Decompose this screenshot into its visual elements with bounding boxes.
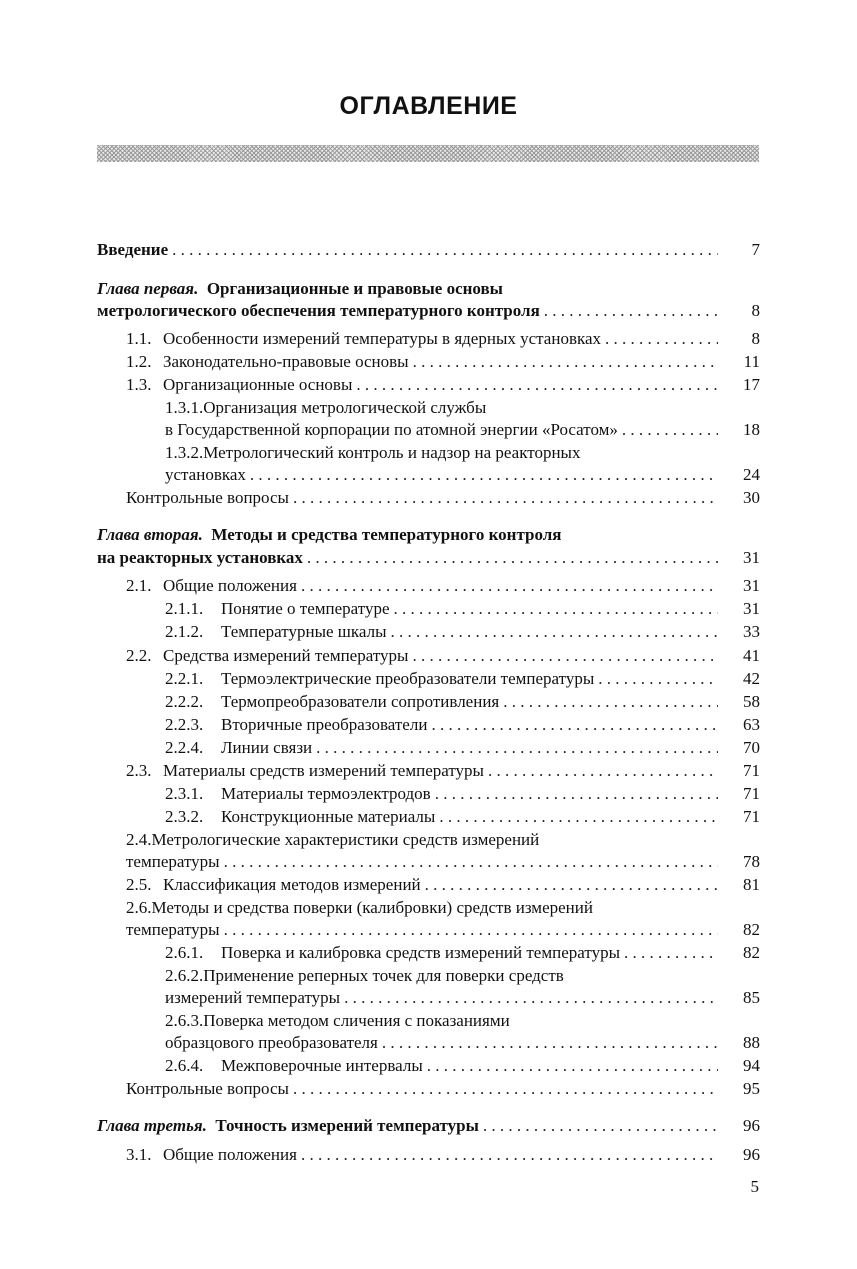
page-number: 5 xyxy=(750,1177,759,1196)
section-title-line2: измерений температуры xyxy=(165,988,341,1007)
section-title: Контрольные вопросы xyxy=(126,1079,289,1098)
leader-dots xyxy=(413,352,718,372)
toc-entry-2-6-3-line1[interactable] xyxy=(165,1011,510,1031)
section-number: 2.2.1. xyxy=(165,669,204,688)
leader-dots xyxy=(394,599,719,619)
toc-entry-chapter-1[interactable] xyxy=(97,299,760,321)
toc-entry-questions-1[interactable] xyxy=(126,486,760,508)
section-title: Общие положения xyxy=(163,576,297,595)
toc-page-number: 8 xyxy=(751,329,760,348)
section-title-line2: температуры xyxy=(126,920,220,939)
leader-dots xyxy=(425,875,718,895)
toc-page-number: 8 xyxy=(751,301,760,320)
section-number: 1.1. xyxy=(126,329,152,348)
toc-entry-2-1-2[interactable] xyxy=(165,620,760,642)
toc-page-number: 94 xyxy=(743,1056,760,1075)
leader-dots xyxy=(356,375,718,395)
toc-entry-2-6-line1[interactable] xyxy=(126,898,593,918)
chapter-title-line1: Организационные и правовые основы xyxy=(206,279,503,298)
section-title: Контрольные вопросы xyxy=(126,488,289,507)
leader-dots xyxy=(544,301,718,321)
section-title: Вторичные преобразователи xyxy=(221,715,428,734)
toc-entry-2-1[interactable] xyxy=(126,574,760,596)
leader-dots xyxy=(307,548,718,568)
section-number: 2.2.4. xyxy=(165,738,204,757)
leader-dots xyxy=(427,1056,718,1076)
chapter-title-line1: Методы и средства температурного контроля xyxy=(211,525,562,544)
toc-entry-2-6-2[interactable] xyxy=(165,986,760,1008)
toc-page-number: 71 xyxy=(743,784,760,803)
toc-entry-2-6-3[interactable] xyxy=(165,1031,760,1053)
toc-entry-2-6-1[interactable] xyxy=(165,941,760,963)
leader-dots xyxy=(605,329,718,349)
leader-dots xyxy=(172,240,718,260)
section-number: 1.3.2. xyxy=(165,443,204,462)
leader-dots xyxy=(293,1079,718,1099)
toc-entry-2-4-line1[interactable] xyxy=(126,830,539,850)
section-title: Организационные основы xyxy=(163,375,353,394)
section-number: 2.3. xyxy=(126,761,152,780)
section-title: Законодательно-правовые основы xyxy=(163,352,409,371)
chapter-title-line2: на реакторных установках xyxy=(97,548,303,567)
toc-page-number: 7 xyxy=(751,240,760,259)
section-number: 1.3.1. xyxy=(165,398,204,417)
toc-page-number: 31 xyxy=(743,599,760,618)
page-title: ОГЛАВЛЕНИЕ xyxy=(339,92,518,120)
section-title-line2: температуры xyxy=(126,852,220,871)
toc-page-number: 24 xyxy=(743,465,760,484)
section-number: 1.3. xyxy=(126,375,152,394)
leader-dots xyxy=(293,488,718,508)
chapter-1-heading-line1[interactable]: Глава первая. Организационные и правовые основы xyxy=(97,279,503,298)
toc-entry-2-6-4[interactable] xyxy=(165,1054,760,1076)
toc-entry-2-6-2-line1[interactable] xyxy=(165,966,564,986)
section-number: 2.6.2. xyxy=(165,966,204,985)
section-number: 2.5. xyxy=(126,875,152,894)
section-title-line1: Методы и средства поверки (калибровки) средств измерений xyxy=(151,898,593,917)
toc-entry-1-3-2[interactable] xyxy=(165,463,760,485)
leader-dots xyxy=(503,692,718,712)
section-title: Межповерочные интервалы xyxy=(221,1056,423,1075)
toc-page-number: 95 xyxy=(743,1079,760,1098)
toc-entry-questions-2[interactable] xyxy=(126,1077,760,1099)
toc-page-number: 96 xyxy=(743,1116,760,1135)
leader-dots xyxy=(598,669,718,689)
leader-dots xyxy=(224,920,718,940)
leader-dots xyxy=(250,465,718,485)
section-title: Средства измерений температуры xyxy=(163,646,409,665)
toc-page-number: 42 xyxy=(743,669,760,688)
section-title: Поверка и калибровка средств измерений температуры xyxy=(221,943,620,962)
leader-dots xyxy=(431,715,718,735)
section-number: 2.2. xyxy=(126,646,152,665)
toc-entry-1-3-1[interactable] xyxy=(165,418,760,440)
toc-entry-1-3-1-line1[interactable] xyxy=(165,398,486,418)
toc-entry-2-4[interactable] xyxy=(126,850,760,872)
toc-page-number: 88 xyxy=(743,1033,760,1052)
leader-dots xyxy=(391,622,718,642)
toc-page-number: 78 xyxy=(743,852,760,871)
toc-entry-1-2[interactable] xyxy=(126,350,760,372)
toc-page-number: 31 xyxy=(743,576,760,595)
chapter-title-line2: метрологического обеспечения температурного контроля xyxy=(97,301,540,320)
toc-entry-3-1[interactable] xyxy=(126,1143,760,1165)
leader-dots xyxy=(301,576,718,596)
section-number: 3.1. xyxy=(126,1145,152,1164)
toc-entry-1-3-2-line1[interactable] xyxy=(165,443,580,463)
leader-dots xyxy=(435,784,718,804)
section-title: Классификация методов измерений xyxy=(163,875,421,894)
leader-dots xyxy=(316,738,718,758)
section-number: 2.6.4. xyxy=(165,1056,204,1075)
chapter-prefix: Глава третья xyxy=(97,1116,203,1135)
leader-dots xyxy=(412,646,718,666)
toc-entry-2-2-1[interactable] xyxy=(165,667,760,689)
toc-page-number: 58 xyxy=(743,692,760,711)
section-title-line1: Метрологический контроль и надзор на реакторных xyxy=(203,443,581,462)
leader-dots xyxy=(488,761,718,781)
section-title-line1: Применение реперных точек для поверки средств xyxy=(203,966,564,985)
toc-page-number: 18 xyxy=(743,420,760,439)
section-number: 2.1.2. xyxy=(165,622,204,641)
toc-page-number: 71 xyxy=(743,807,760,826)
toc-entry-1-3[interactable] xyxy=(126,373,760,395)
toc-entry-1-1[interactable] xyxy=(126,327,760,349)
section-title: Термопреобразователи сопротивления xyxy=(221,692,500,711)
section-number: 2.3.1. xyxy=(165,784,204,803)
toc-page-number: 71 xyxy=(743,761,760,780)
section-number: 2.4. xyxy=(126,830,152,849)
leader-dots xyxy=(382,1033,718,1053)
section-title: Материалы термоэлектродов xyxy=(221,784,431,803)
leader-dots xyxy=(483,1116,718,1136)
chapter-2-heading-line1[interactable]: Глава вторая. Методы и средства температурного контроля xyxy=(97,525,562,544)
toc-page-number: 70 xyxy=(743,738,760,757)
section-title: Общие положения xyxy=(163,1145,297,1164)
section-number: 1.2. xyxy=(126,352,152,371)
toc-page-number: 85 xyxy=(743,988,760,1007)
chapter-prefix: Глава первая xyxy=(97,279,195,298)
toc-entry-2-5[interactable] xyxy=(126,873,760,895)
toc-entry-chapter-3[interactable]: Глава третья. Точность измерений температуры . . . 96 xyxy=(97,1114,760,1136)
section-number: 2.6. xyxy=(126,898,152,917)
toc-page-number: 96 xyxy=(743,1145,760,1164)
toc-entry-2-3[interactable] xyxy=(126,759,760,781)
toc-page-number: 31 xyxy=(743,548,760,567)
section-number: 2.3.2. xyxy=(165,807,204,826)
section-title: Термоэлектрические преобразователи температуры xyxy=(221,669,595,688)
leader-dots xyxy=(624,943,718,963)
section-title: Температурные шкалы xyxy=(221,622,387,641)
section-title: Материалы средств измерений температуры xyxy=(163,761,484,780)
section-title-line1: Поверка методом сличения с показаниями xyxy=(203,1011,510,1030)
section-title-line1: Организация метрологической службы xyxy=(203,398,487,417)
leader-dots xyxy=(224,852,718,872)
toc-entry-title: Введение xyxy=(97,240,169,259)
toc-entry-2-2-3[interactable] xyxy=(165,713,760,735)
section-title: Конструкционные материалы xyxy=(221,807,436,826)
section-title: Понятие о температуре xyxy=(221,599,390,618)
section-title-line2: в Государственной корпорации по атомной энергии «Росатом» xyxy=(165,420,618,439)
chapter-prefix: Глава вторая xyxy=(97,525,199,544)
toc-entry-chapter-2[interactable] xyxy=(97,546,760,568)
toc-page-number: 81 xyxy=(743,875,760,894)
toc-page-number: 11 xyxy=(743,352,760,371)
section-title: Линии связи xyxy=(221,738,313,757)
leader-dots xyxy=(622,420,718,440)
section-title-line1: Метрологические характеристики средств измерений xyxy=(151,830,540,849)
section-title: Особенности измерений температуры в ядерных установках xyxy=(163,329,602,348)
toc-entry-2-2-2[interactable] xyxy=(165,690,760,712)
toc-page-number: 82 xyxy=(743,920,760,939)
toc-entry-2-3-2[interactable] xyxy=(165,805,760,827)
section-number: 2.2.3. xyxy=(165,715,204,734)
leader-dots xyxy=(439,807,718,827)
section-number: 2.1. xyxy=(126,576,152,595)
toc-page-number: 82 xyxy=(743,943,760,962)
section-number: 2.2.2. xyxy=(165,692,204,711)
toc-page-number: 33 xyxy=(743,622,760,641)
section-number: 2.6.3. xyxy=(165,1011,204,1030)
leader-dots xyxy=(301,1145,718,1165)
toc-entry-2-2-4[interactable] xyxy=(165,736,760,758)
toc-page-number: 41 xyxy=(743,646,760,665)
section-number: 2.6.1. xyxy=(165,943,204,962)
section-title-line2: образцового преобразователя xyxy=(165,1033,378,1052)
toc-page-number: 30 xyxy=(743,488,760,507)
leader-dots xyxy=(344,988,718,1008)
toc-entry-2-1-1[interactable] xyxy=(165,597,760,619)
toc-entry-2-6[interactable] xyxy=(126,918,760,940)
chapter-title: Точность измерений температуры xyxy=(215,1116,479,1135)
toc-entry-2-2[interactable] xyxy=(126,644,760,666)
toc-page-number: 63 xyxy=(743,715,760,734)
toc-entry-2-3-1[interactable] xyxy=(165,782,760,804)
section-number: 2.1.1. xyxy=(165,599,204,618)
toc-page-number: 17 xyxy=(743,375,760,394)
section-title-line2: установках xyxy=(165,465,246,484)
toc-entry-introduction[interactable] xyxy=(97,238,760,260)
